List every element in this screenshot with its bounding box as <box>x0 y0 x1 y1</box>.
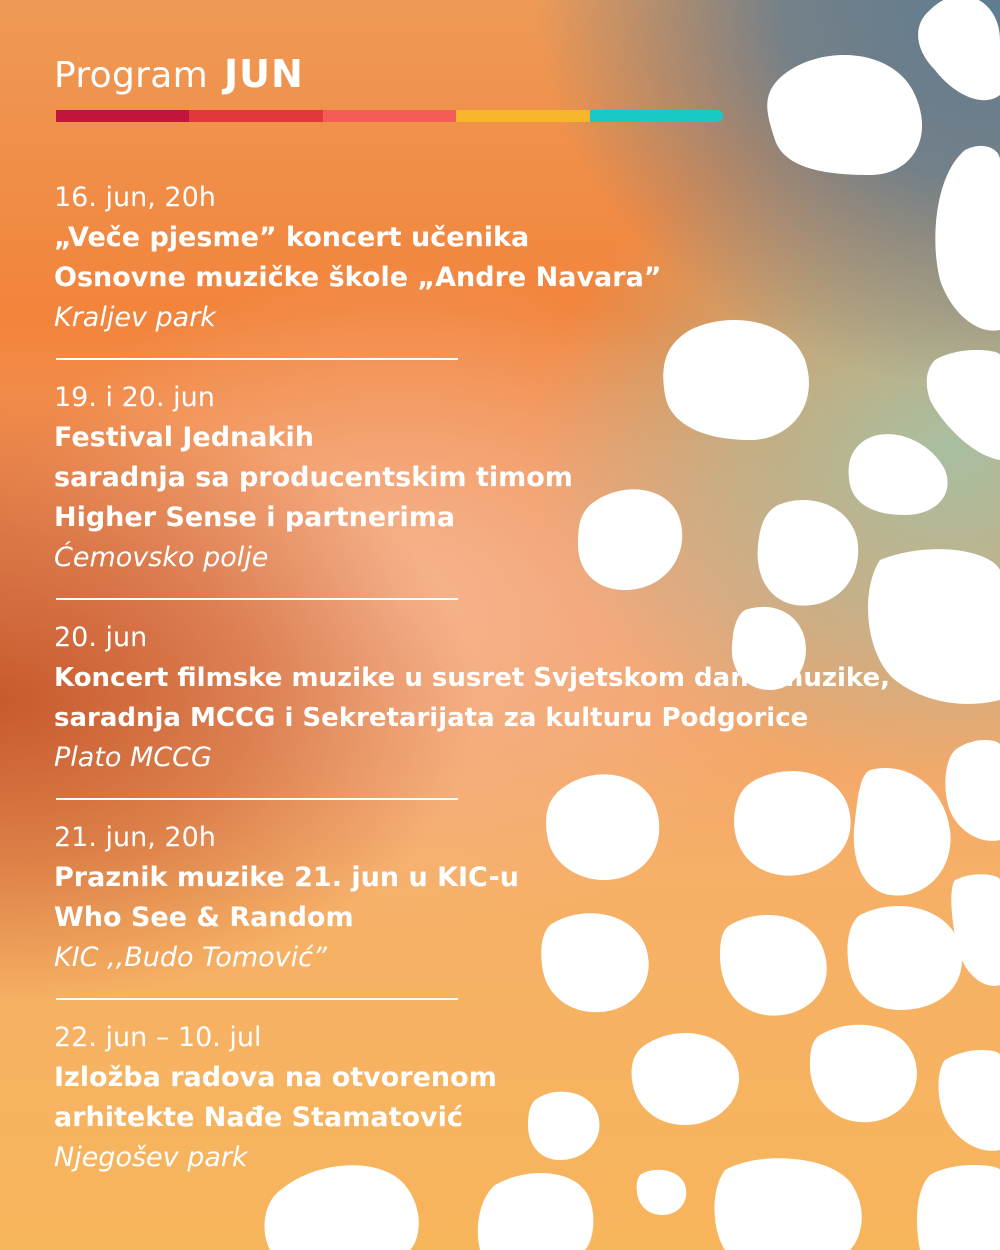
blob-shape <box>918 0 1000 100</box>
event-date: 19. i 20. jun <box>54 382 215 413</box>
color-stripe <box>56 110 723 122</box>
header <box>54 52 304 96</box>
event-title-line: Festival Jednakih <box>54 422 314 453</box>
event-list <box>54 178 954 1178</box>
event-item <box>54 178 954 338</box>
event-item <box>54 818 954 978</box>
event-date: 16. jun, 20h <box>54 182 216 213</box>
event-title-line: Praznik muzike 21. jun u KIC-u <box>54 862 519 893</box>
event-place: Kraljev park <box>54 302 216 333</box>
blob-shape <box>478 1173 594 1250</box>
event-date: 22. jun – 10. jul <box>54 1022 262 1053</box>
event-place: Ćemovsko polje <box>54 542 269 573</box>
divider <box>56 798 458 800</box>
stripe-segment <box>56 110 189 122</box>
event-place: Plato MCCG <box>54 742 212 773</box>
event-item <box>54 1018 954 1178</box>
event-title-line: arhitekte Nađe Stamatović <box>54 1102 463 1133</box>
event-title-line: Osnovne muzičke škole „Andre Navara” <box>54 262 662 293</box>
event-date: 21. jun, 20h <box>54 822 216 853</box>
stripe-segment <box>590 110 723 122</box>
stripe-segment <box>456 110 589 122</box>
blob-shape <box>767 55 922 175</box>
event-title-line: Koncert filmske muzike u susret Svjetskom danu muzike, <box>54 663 891 693</box>
divider <box>56 358 458 360</box>
event-title-line: Izložba radova na otvorenom <box>54 1062 497 1093</box>
stripe-segment <box>323 110 456 122</box>
event-item <box>54 378 954 578</box>
event-title-line: „Veče pjesme” koncert učenika <box>54 222 530 253</box>
event-title-line: saradnja MCCG i Sekretarijata za kulturu Podgorice <box>54 703 809 733</box>
divider <box>56 998 458 1000</box>
event-title-line: saradnja sa producentskim timom <box>54 462 573 493</box>
program-label: Program <box>54 55 208 96</box>
event-place: Njegošev park <box>54 1142 248 1173</box>
blob-shape <box>265 1165 419 1250</box>
event-item <box>54 618 954 778</box>
event-title-line: Higher Sense i partnerima <box>54 502 456 533</box>
divider <box>56 598 458 600</box>
event-date: 20. jun <box>54 622 148 653</box>
event-place: KIC ,,Budo Tomović” <box>54 942 327 973</box>
month-label: JUN <box>224 52 304 96</box>
stripe-segment <box>189 110 322 122</box>
event-title-line: Who See & Random <box>54 902 354 933</box>
